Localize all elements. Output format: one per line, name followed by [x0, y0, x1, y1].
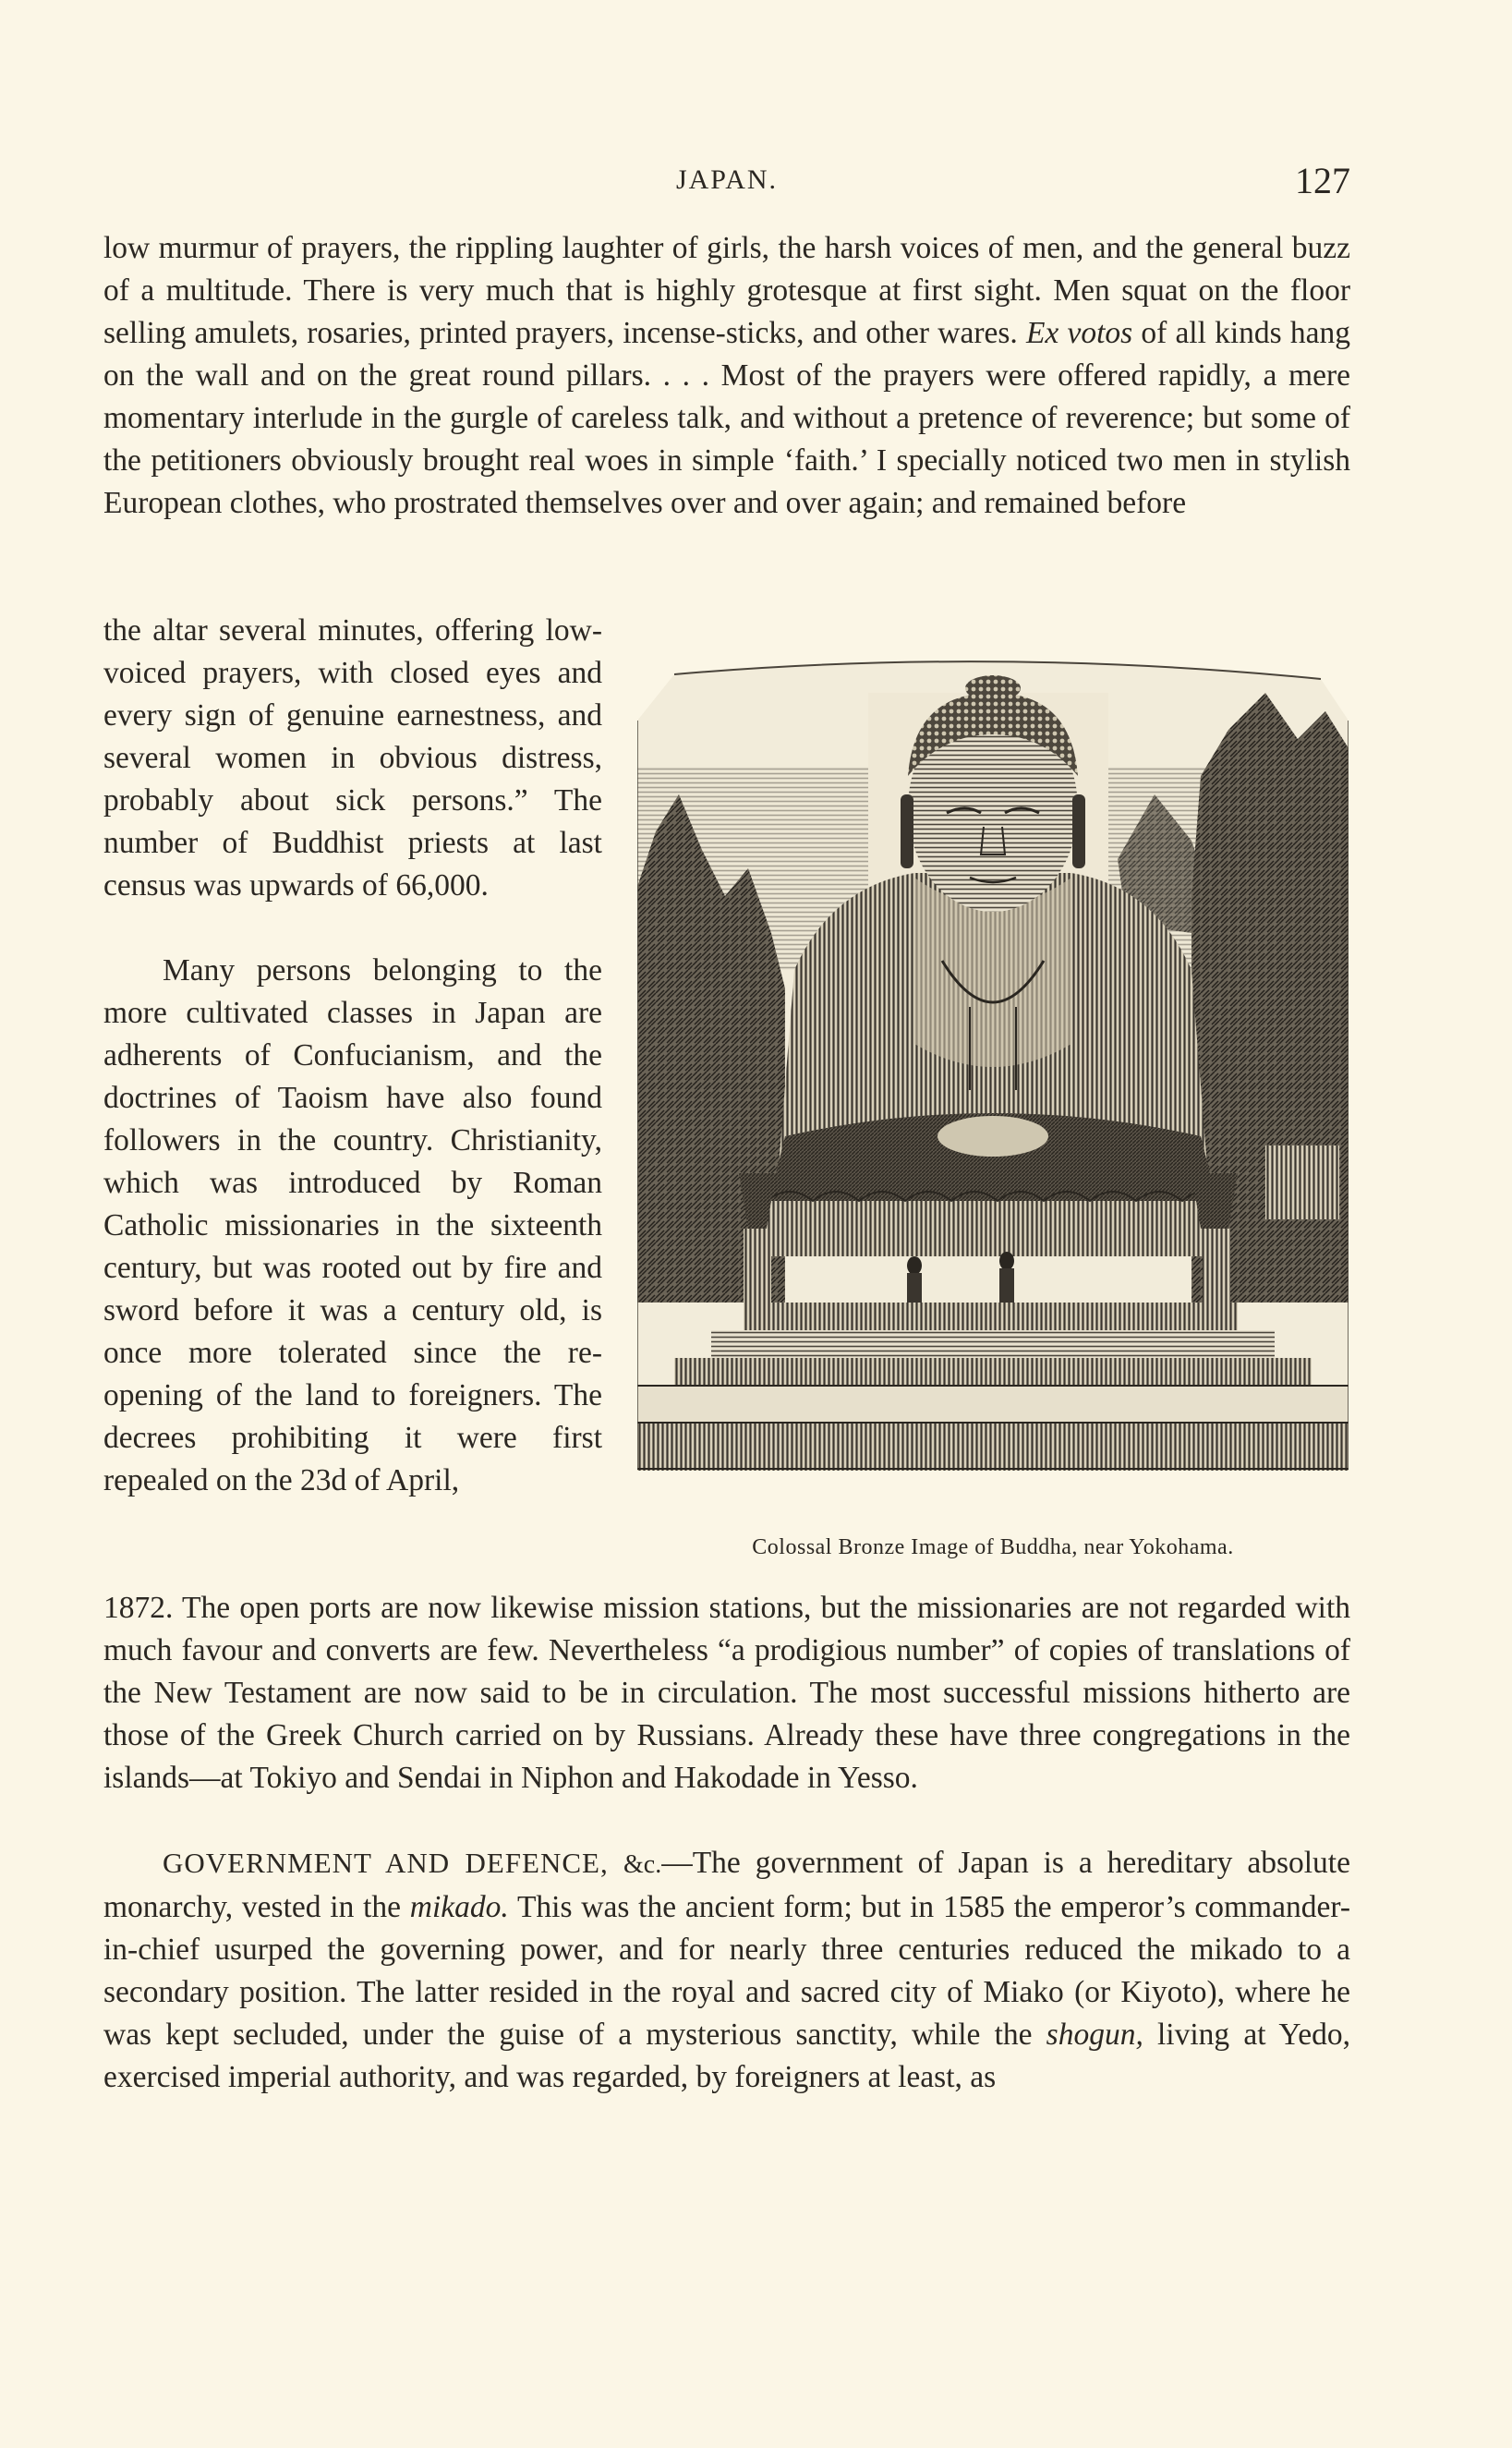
paragraph-prayers-part-2: of all kinds hang on the wall and on the great round pillars. . . . Most of the prayers were offered rapidly, a mere momentary interlude in the gurgle of careless talk, and without a pretence of reverence; but some of the petitioners obviously brought real woes in simple ‘faith.’ I specially noticed two men in stylish European clothes, who prostrated themselves over and over again; and remained before: [103, 316, 1351, 520]
buddha-engraving-image: [637, 656, 1349, 1533]
paragraph-prayers-continued: the altar several minutes, offering low-voiced prayers, with closed eyes and every sign of genuine earnestness, and several women in obvious distress, probably about sick persons.” The number of Buddhist priests at last census was upwards of 66,000.: [103, 613, 602, 903]
paragraph-government: [103, 1842, 1350, 2099]
ex-votos-term: Ex votos: [1025, 316, 1133, 350]
government-text-b: This was the ancient form; but in 1585 the emperor’s commander-in-chief usurped the governing power, and for nearly three centuries reduced the mikado to a secondary position. The latter resided in the royal and sacred city of Miako (or Kiyoto), where he was kept secluded, under the guise of a mysterious sanctity, while the: [103, 1890, 1350, 2052]
paragraph-religions-full: 1872. The open ports are now likewise mission stations, but the missionaries are not regarded with much favour and converts are few. Nevertheless “a prodigious number” of copies of translations of the New Testament are now said to be in circulation. The most successful missions hitherto are those of the Greek Church carried on by Russians. Already these have three congregations in the islands—at Tokiyo and Sendai in Niphon and Hakodade in Yesso.: [103, 1591, 1350, 1795]
government-text-a: —The government of Japan is a hereditary absolute monarchy, vested in the: [103, 1846, 1350, 1924]
figure-buddha: [637, 656, 1349, 1559]
shogun-term: shogun,: [1046, 2018, 1143, 2052]
paragraph-religions-column: Many persons belonging to the more cultivated classes in Japan are adherents of Confucianism, and the doctrines of Taoism have also found followers in the country. Christianity, which was introduced by Roman Catholic missionaries in the sixteenth century, but was rooted out by fire and sword before it was a century old, is once more tolerated since the re-opening of the land to foreigners. The decrees prohibiting it were first repealed on the 23d of April,: [103, 953, 602, 1497]
paragraph-prayers-part-1: low murmur of prayers, the rippling laughter of girls, the harsh voices of men, and the general buzz of a multitude. There is very much that is highly grotesque at first sight. Men squat on the floor selling amulets, rosaries, printed prayers, incense-sticks, and other wares.: [103, 231, 1350, 350]
paragraph-prayers: [103, 227, 1350, 525]
figure-caption: Colossal Bronze Image of Buddha, near Yokohama.: [752, 1535, 1234, 1559]
running-head: [103, 159, 1350, 207]
page-number: 127: [1295, 160, 1350, 201]
mikado-term: mikado.: [409, 1890, 509, 1924]
section-heading-abbrev: &c.: [623, 1850, 662, 1879]
running-title: JAPAN.: [675, 164, 779, 195]
government-text-c: living at Yedo, exercised imperial authority, and was regarded, by foreigners at least, as: [103, 2018, 1350, 2094]
section-heading-government: GOVERNMENT AND DEFENCE,: [163, 1847, 623, 1879]
